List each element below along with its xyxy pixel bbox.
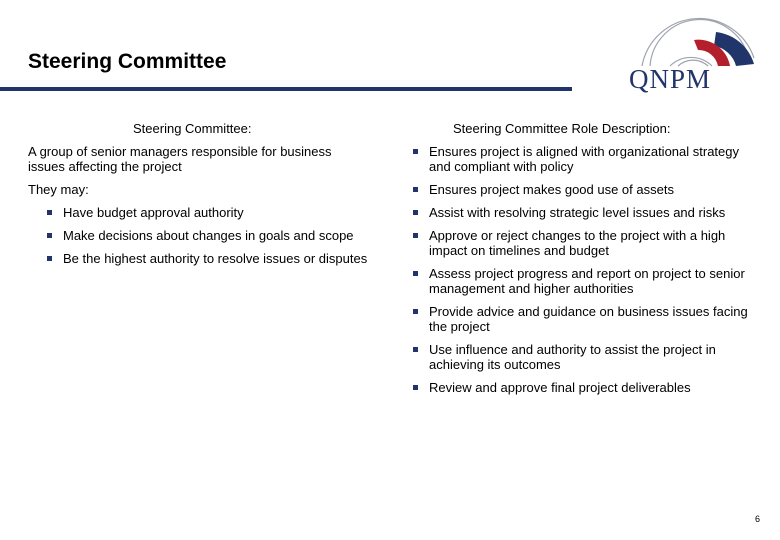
list-item bbox=[413, 182, 763, 197]
list-item-text: Ensures project is aligned with organizational strategy and compliant with policy bbox=[429, 144, 740, 174]
left-column bbox=[28, 144, 368, 274]
right-column bbox=[413, 144, 763, 403]
square-bullet-icon bbox=[47, 233, 52, 238]
list-item-text: Make decisions about changes in goals and scope bbox=[63, 228, 354, 243]
square-bullet-icon bbox=[413, 347, 418, 352]
company-logo bbox=[620, 8, 760, 94]
square-bullet-icon bbox=[47, 210, 52, 215]
page-number: 6 bbox=[754, 514, 760, 524]
list-item bbox=[413, 304, 763, 334]
square-bullet-icon bbox=[47, 256, 52, 261]
right-column-heading: Steering Committee Role Description: bbox=[453, 121, 671, 136]
list-item-text: Ensures project makes good use of assets bbox=[429, 182, 674, 197]
logo-arcs-icon bbox=[620, 8, 760, 68]
square-bullet-icon bbox=[413, 187, 418, 192]
list-item bbox=[413, 342, 763, 372]
square-bullet-icon bbox=[413, 210, 418, 215]
list-item-text: Be the highest authority to resolve issues or disputes bbox=[63, 251, 368, 266]
list-item-text: Approve or reject changes to the project with a high impact on timelines and budget bbox=[429, 228, 726, 258]
committee-intro: They may: bbox=[28, 182, 89, 197]
list-item-text: Provide advice and guidance on business issues facing the project bbox=[429, 304, 748, 334]
list-item-text: Have budget approval authority bbox=[63, 205, 244, 220]
list-item bbox=[413, 144, 763, 174]
list-item-text: Review and approve final project deliverables bbox=[429, 380, 691, 395]
logo-wordmark: QNPM bbox=[629, 64, 712, 94]
square-bullet-icon bbox=[413, 385, 418, 390]
slide-title: Steering Committee bbox=[28, 50, 227, 73]
square-bullet-icon bbox=[413, 309, 418, 314]
list-item bbox=[413, 228, 763, 258]
committee-description: A group of senior managers responsible for business issues affecting the project bbox=[28, 144, 332, 174]
list-item bbox=[47, 228, 368, 243]
role-description-list bbox=[413, 144, 763, 395]
square-bullet-icon bbox=[413, 271, 418, 276]
list-item bbox=[47, 251, 368, 266]
list-item bbox=[413, 380, 763, 395]
left-column-heading: Steering Committee: bbox=[133, 121, 252, 136]
list-item-text: Assess project progress and report on project to senior management and higher authorities bbox=[429, 266, 745, 296]
list-item-text: Assist with resolving strategic level issues and risks bbox=[429, 205, 726, 220]
square-bullet-icon bbox=[413, 233, 418, 238]
list-item bbox=[413, 266, 763, 296]
list-item-text: Use influence and authority to assist the project in achieving its outcomes bbox=[429, 342, 716, 372]
list-item bbox=[413, 205, 763, 220]
square-bullet-icon bbox=[413, 149, 418, 154]
list-item bbox=[47, 205, 368, 220]
title-divider bbox=[0, 87, 572, 91]
committee-powers-list bbox=[28, 205, 368, 266]
